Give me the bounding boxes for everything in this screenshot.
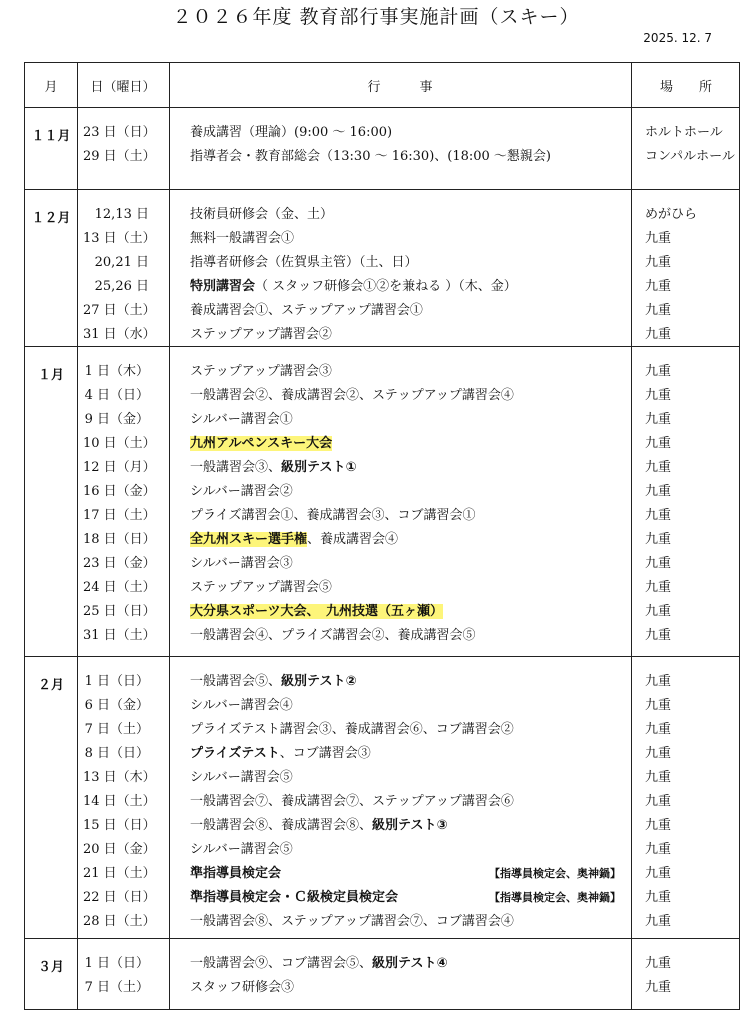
section-divider	[25, 346, 739, 347]
place-cell: 九重	[645, 770, 672, 785]
day-cell: 17 日（土）	[83, 508, 156, 523]
day-cell: 7 日（土）	[84, 722, 149, 737]
event-cell	[190, 552, 293, 576]
section-divider	[25, 938, 739, 939]
table-row	[25, 384, 739, 408]
table-row	[25, 275, 739, 299]
table-row	[25, 528, 739, 552]
table-row	[25, 718, 739, 742]
day-cell: 13 日（木）	[83, 770, 156, 785]
event-cell	[190, 766, 293, 790]
bold-event: 級別テスト③	[372, 818, 448, 833]
event-text: 指導者会・教育部総会（13:30 ～ 16:30)、(18:00 ～懇親会)	[190, 149, 552, 164]
highlighted-event: 全九州スキー選手権	[190, 532, 308, 547]
place-cell: めがひら	[645, 207, 698, 222]
day-cell: 13 日（土）	[83, 231, 156, 246]
event-text: （ スタッフ研修会①②を兼ねる ）（木、金）	[255, 279, 517, 294]
day-cell: 18 日（日）	[83, 532, 156, 547]
bold-event: 級別テスト①	[281, 460, 357, 475]
event-text: シルバー講習会⑤	[190, 842, 293, 857]
header-place: 場 所	[659, 79, 712, 95]
event-cell	[190, 203, 333, 227]
table-row	[25, 323, 739, 347]
event-text: シルバー講習会②	[190, 484, 293, 499]
month-label: １２月	[31, 211, 71, 226]
event-cell	[190, 952, 448, 976]
event-text: シルバー講習会③	[190, 556, 293, 571]
event-cell	[190, 251, 418, 275]
table-row	[25, 408, 739, 432]
month-label: ３月	[37, 960, 64, 975]
event-text: シルバー講習会④	[190, 698, 293, 713]
table-row	[25, 910, 739, 934]
table-row	[25, 886, 739, 910]
section-divider	[25, 656, 739, 657]
place-cell: 九重	[645, 460, 672, 475]
section-divider	[25, 189, 739, 190]
place-cell: 九重	[645, 628, 672, 643]
day-cell: 1 日（日）	[84, 674, 149, 689]
event-text: 指導者研修会（佐賀県主管）（土、日）	[190, 255, 418, 270]
table-row	[25, 838, 739, 862]
table-row	[25, 790, 739, 814]
header-day: 日（曜日）	[90, 79, 156, 95]
day-cell: 29 日（土）	[83, 149, 156, 164]
event-cell	[190, 790, 514, 814]
bold-event: 準指導員検定会	[190, 866, 282, 881]
event-text: 一般講習会④、プライズ講習会②、養成講習会⑤	[190, 628, 476, 643]
event-cell	[190, 814, 448, 838]
place-cell: 九重	[645, 890, 672, 905]
place-cell: 九重	[645, 436, 672, 451]
event-text: 無料一般講習会①	[190, 231, 295, 246]
table-row	[25, 742, 739, 766]
event-text: 一般講習会②、養成講習会②、ステップアップ講習会④	[190, 388, 514, 403]
event-cell	[190, 670, 357, 694]
day-cell: 27 日（土）	[83, 303, 156, 318]
day-cell: 1 日（日）	[84, 956, 149, 971]
bold-event: 級別テスト②	[281, 674, 357, 689]
header-month: 月	[44, 79, 58, 95]
event-text: プライズテスト講習会③、養成講習会⑥、コブ講習会②	[190, 722, 514, 737]
table-row	[25, 432, 739, 456]
table-row	[25, 576, 739, 600]
bold-event: プライズテスト	[190, 746, 280, 761]
event-text: 一般講習会⑤、	[190, 674, 282, 689]
place-cell: 九重	[645, 388, 672, 403]
day-cell: 7 日（土）	[84, 980, 149, 995]
place-cell: 九重	[645, 364, 672, 379]
table-row	[25, 670, 739, 694]
table-row	[25, 480, 739, 504]
event-text: シルバー講習会⑤	[190, 770, 293, 785]
place-cell: 九重	[645, 794, 672, 809]
day-cell: 25,26 日	[94, 279, 149, 294]
event-cell	[190, 323, 332, 347]
place-cell: 九重	[645, 746, 672, 761]
day-cell: 12 日（月）	[83, 460, 156, 475]
month-label: １月	[37, 368, 64, 383]
event-cell	[190, 456, 357, 480]
day-cell: 23 日（金）	[83, 556, 156, 571]
place-cell: 九重	[645, 722, 672, 737]
table-row	[25, 600, 739, 624]
event-cell	[190, 694, 293, 718]
event-text: 一般講習会⑨、コブ講習会⑤、	[190, 956, 373, 971]
day-cell: 28 日（土）	[83, 914, 156, 929]
table-row	[25, 624, 739, 648]
place-cell: ホルトホール	[645, 125, 723, 140]
place-cell: 九重	[645, 914, 672, 929]
document-date: 2025. 12. 7	[643, 31, 712, 45]
event-text: 一般講習会③、	[190, 460, 282, 475]
place-cell: 九重	[645, 580, 672, 595]
table-row	[25, 504, 739, 528]
place-cell: 九重	[645, 674, 672, 689]
place-cell: 九重	[645, 412, 672, 427]
event-cell	[190, 886, 398, 910]
event-cell	[190, 360, 332, 384]
day-cell: 1 日（木）	[84, 364, 149, 379]
event-cell	[190, 910, 514, 934]
event-cell	[190, 299, 423, 323]
place-cell: 九重	[645, 556, 672, 571]
day-cell: 15 日（日）	[83, 818, 156, 833]
event-cell	[190, 576, 332, 600]
place-cell: 九重	[645, 279, 672, 294]
event-cell	[190, 227, 294, 251]
table-row	[25, 694, 739, 718]
event-cell	[190, 600, 443, 624]
table-row	[25, 766, 739, 790]
event-text: プライズ講習会①、養成講習会③、コブ講習会①	[190, 508, 476, 523]
event-text: 一般講習会⑧、養成講習会⑧、	[190, 818, 373, 833]
place-cell: 九重	[645, 698, 672, 713]
highlighted-event: 大分県スポーツ大会、 九州技選（五ヶ瀬）	[190, 604, 443, 619]
place-cell: 九重	[645, 303, 672, 318]
event-text: 、コブ講習会③	[279, 746, 371, 761]
day-cell: 21 日（土）	[83, 866, 156, 881]
day-cell: 10 日（土）	[83, 436, 156, 451]
place-cell: 九重	[645, 842, 672, 857]
table-row	[25, 203, 739, 227]
event-cell	[190, 408, 293, 432]
day-cell: 8 日（日）	[84, 746, 149, 761]
event-text: 技術員研修会（金、土）	[190, 207, 334, 222]
schedule-table	[24, 62, 740, 1010]
table-row	[25, 456, 739, 480]
bold-event: 級別テスト④	[372, 956, 448, 971]
table-row	[25, 251, 739, 275]
place-cell: 九重	[645, 327, 672, 342]
event-cell	[190, 145, 551, 169]
event-cell	[190, 528, 398, 552]
event-text: 一般講習会⑦、養成講習会⑦、ステップアップ講習会⑥	[190, 794, 514, 809]
event-cell	[190, 121, 392, 145]
event-cell	[190, 862, 281, 886]
day-cell: 4 日（日）	[84, 388, 149, 403]
event-note: 【指導員検定会、奥神鍋】	[489, 867, 621, 880]
event-text: ステップアップ講習会⑤	[190, 580, 332, 595]
event-text: 一般講習会⑧、ステップアップ講習会⑦、コブ講習会④	[190, 914, 514, 929]
place-cell: 九重	[645, 532, 672, 547]
day-cell: 23 日（日）	[83, 125, 156, 140]
day-cell: 22 日（日）	[83, 890, 156, 905]
event-cell	[190, 718, 514, 742]
day-cell: 31 日（水）	[83, 327, 156, 342]
event-cell	[190, 624, 475, 648]
table-row	[25, 227, 739, 251]
place-cell: 九重	[645, 231, 672, 246]
event-cell	[190, 432, 332, 456]
day-cell: 6 日（金）	[84, 698, 149, 713]
event-note: 【指導員検定会、奥神鍋】	[489, 891, 621, 904]
month-label: ２月	[37, 678, 64, 693]
table-row	[25, 814, 739, 838]
day-cell: 24 日（土）	[83, 580, 156, 595]
table-row	[25, 976, 739, 1000]
bold-event: 特別講習会	[190, 279, 256, 294]
place-cell: 九重	[645, 255, 672, 270]
event-text: 養成講習会①、ステップアップ講習会①	[190, 303, 423, 318]
event-cell	[190, 480, 293, 504]
event-text: シルバー講習会①	[190, 412, 293, 427]
place-cell: コンパルホール	[645, 149, 735, 164]
day-cell: 12,13 日	[94, 207, 149, 222]
month-label: １１月	[31, 129, 71, 144]
place-cell: 九重	[645, 980, 672, 995]
event-cell	[190, 384, 514, 408]
event-cell	[190, 838, 293, 862]
event-text: ステップアップ講習会③	[190, 364, 332, 379]
event-cell	[190, 976, 294, 1000]
place-cell: 九重	[645, 484, 672, 499]
header-event: 行 事	[367, 79, 433, 95]
day-cell: 14 日（土）	[83, 794, 156, 809]
event-cell	[190, 504, 475, 528]
table-row	[25, 862, 739, 886]
day-cell: 20 日（金）	[83, 842, 156, 857]
table-row	[25, 952, 739, 976]
table-row	[25, 145, 739, 169]
place-cell: 九重	[645, 956, 672, 971]
table-row	[25, 552, 739, 576]
event-text: 、養成講習会④	[307, 532, 399, 547]
event-text: 養成講習（理論）(9:00 ～ 16:00)	[190, 125, 393, 140]
table-row	[25, 360, 739, 384]
table-row	[25, 299, 739, 323]
day-cell: 20,21 日	[94, 255, 149, 270]
highlighted-event: 九州アルペンスキー大会	[190, 436, 333, 451]
place-cell: 九重	[645, 604, 672, 619]
bold-event: 準指導員検定会・Ｃ級検定員検定会	[190, 890, 399, 905]
event-cell	[190, 275, 517, 299]
place-cell: 九重	[645, 818, 672, 833]
day-cell: 25 日（日）	[83, 604, 156, 619]
event-text: スタッフ研修会③	[190, 980, 295, 995]
event-cell	[190, 742, 371, 766]
day-cell: 9 日（金）	[84, 412, 149, 427]
place-cell: 九重	[645, 508, 672, 523]
event-text: ステップアップ講習会②	[190, 327, 332, 342]
day-cell: 16 日（金）	[83, 484, 156, 499]
page-title: ２０２６年度 教育部行事実施計画（スキー）	[172, 6, 580, 28]
day-cell: 31 日（土）	[83, 628, 156, 643]
table-row	[25, 121, 739, 145]
place-cell: 九重	[645, 866, 672, 881]
